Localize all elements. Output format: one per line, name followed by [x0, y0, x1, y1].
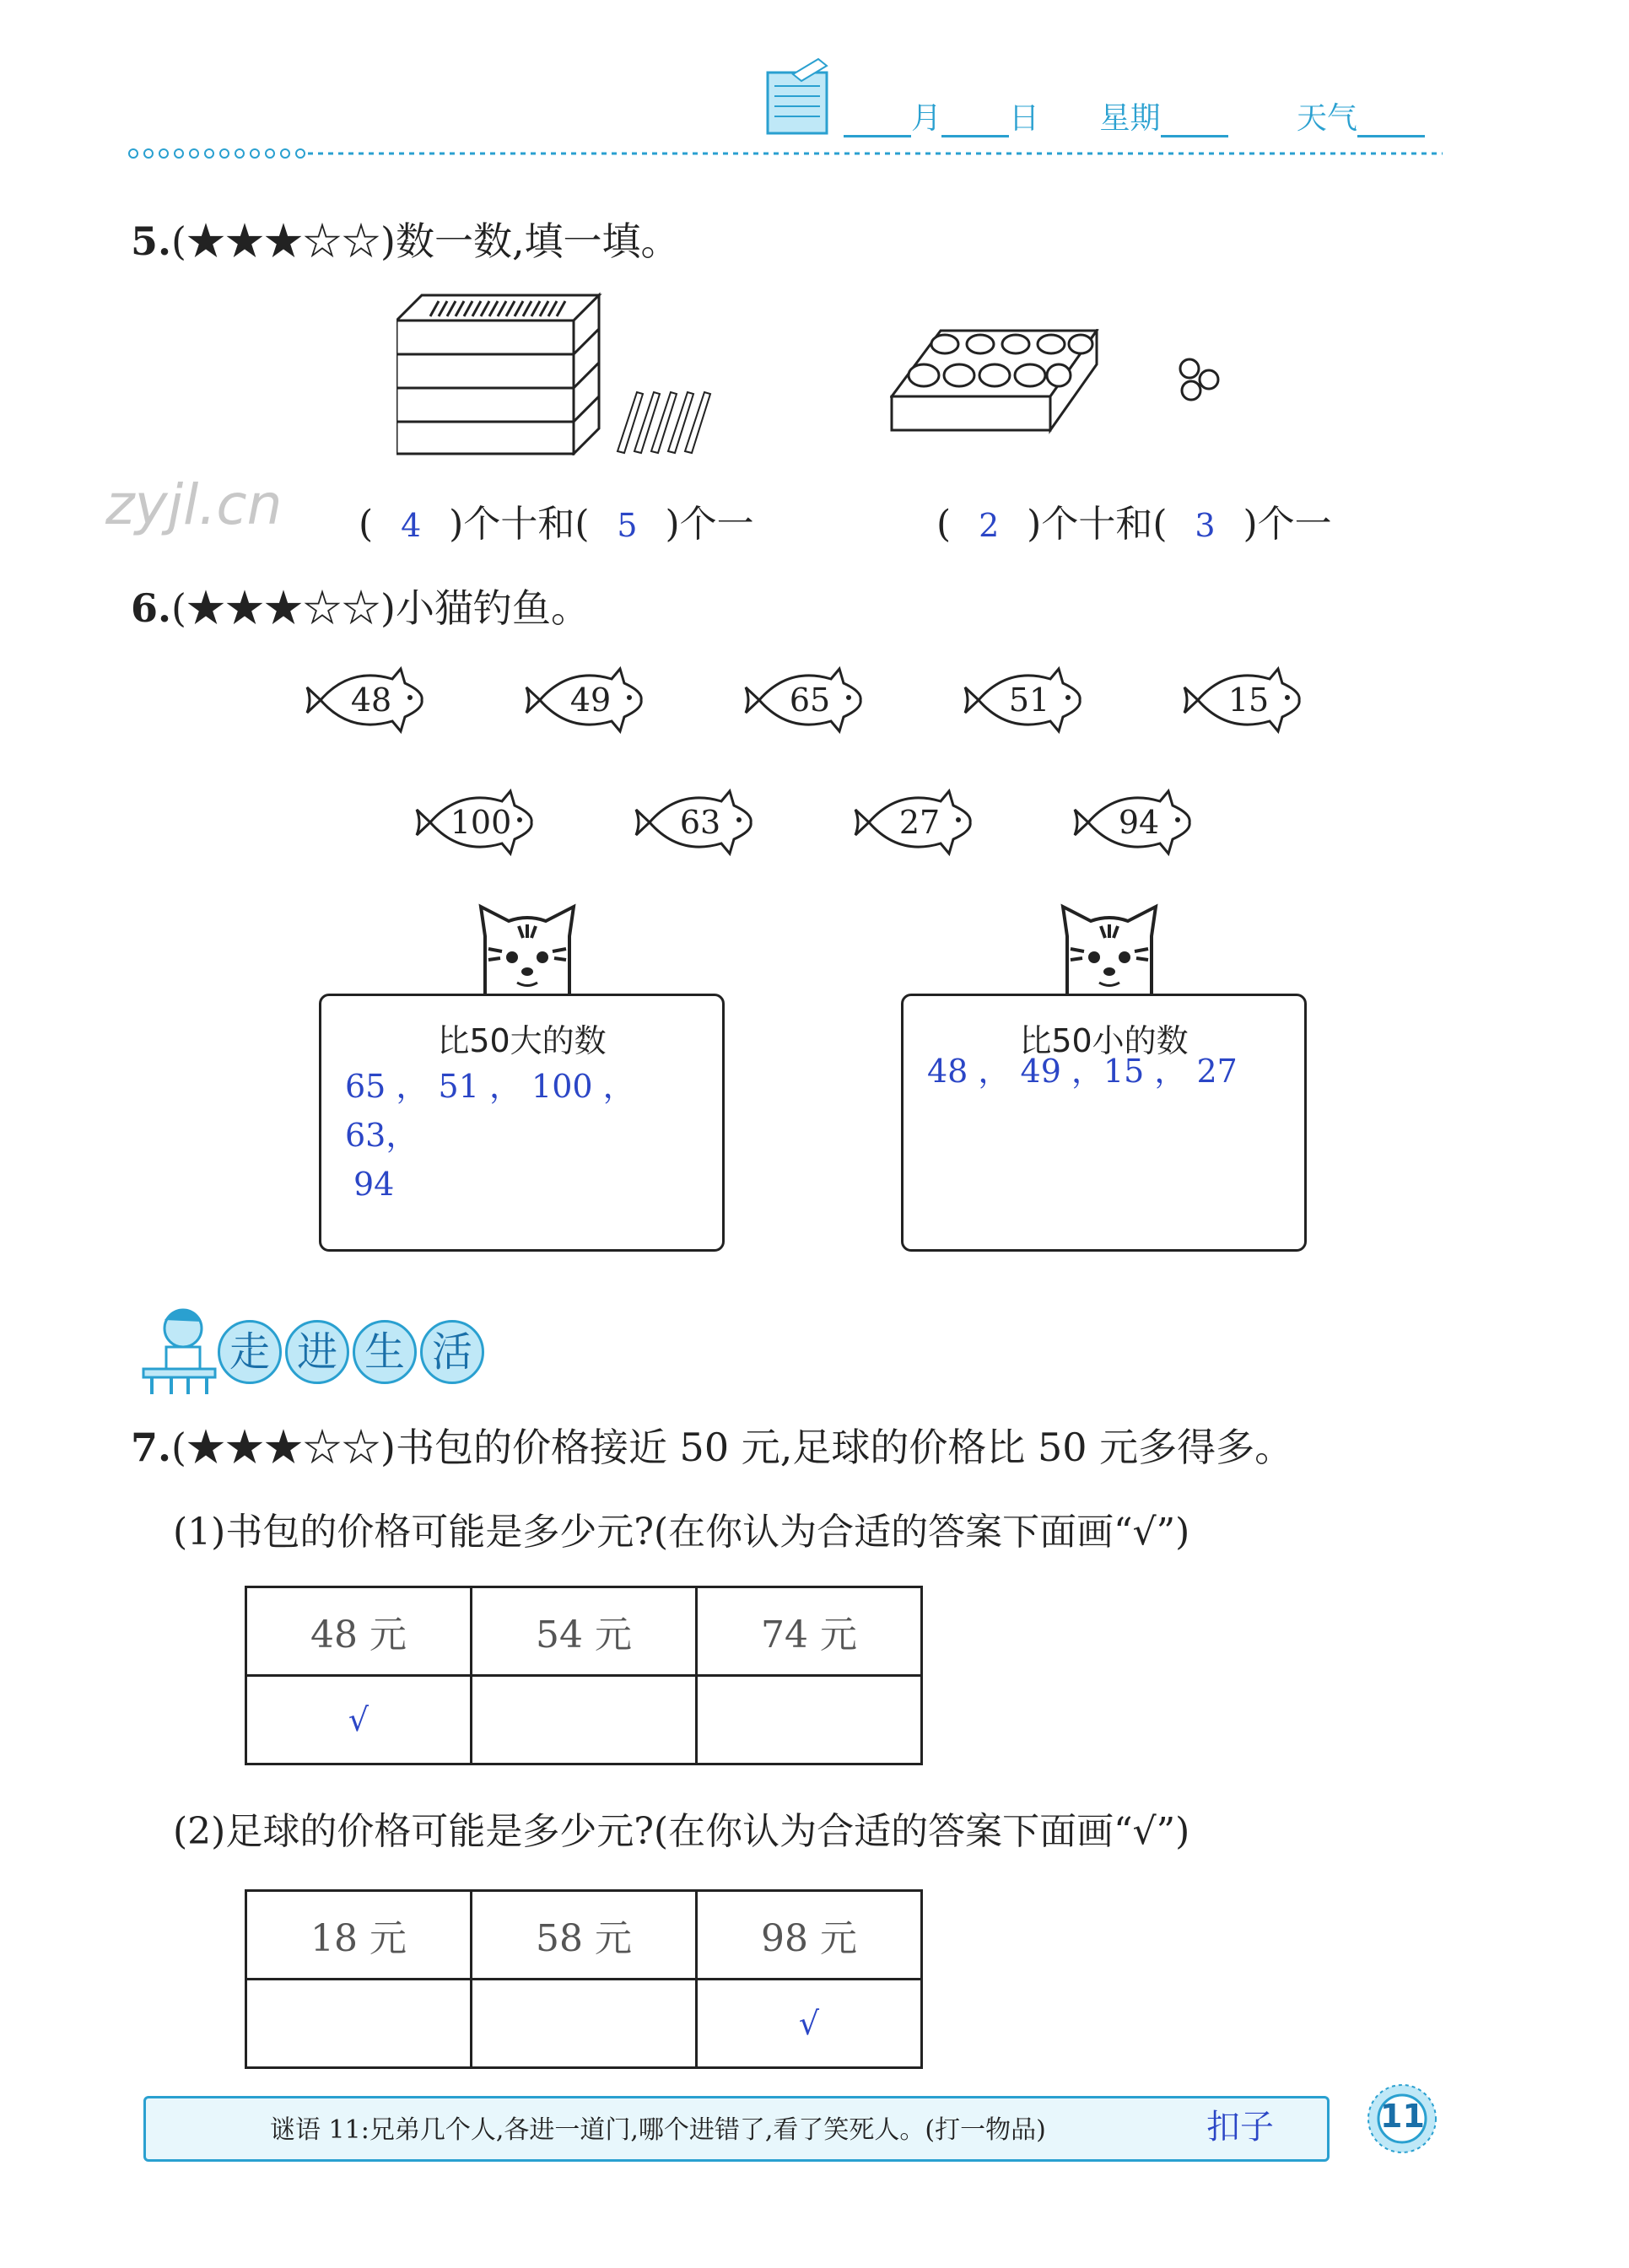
fish-icon[interactable]	[304, 662, 430, 738]
fish-icon[interactable]	[852, 784, 979, 860]
bag-price-table	[245, 1586, 923, 1765]
fish-number: 94	[1118, 804, 1160, 841]
box-title: 比50小的数	[1019, 1022, 1189, 1059]
price-option: 98 元	[697, 1891, 922, 1980]
cat-icon	[1059, 902, 1160, 999]
egg-tray-illustration	[890, 329, 1223, 451]
question-prompt: 小猫钓鱼。	[395, 585, 590, 631]
fish-icon[interactable]	[523, 662, 650, 738]
price-option: 54 元	[472, 1587, 697, 1676]
q5-answer-left: ( 4 )个十和( 5 )个一	[359, 503, 754, 546]
q7-sub1-prompt: (1)书包的价格可能是多少元?(在你认为合适的答案下面画“√”)	[173, 1511, 1190, 1554]
tens-answer[interactable]: 2	[979, 507, 1000, 544]
price-option: 18 元	[246, 1891, 472, 1980]
fish-icon[interactable]	[633, 784, 759, 860]
check-cell[interactable]	[472, 1980, 697, 2068]
check-cell[interactable]: √	[697, 1980, 922, 2068]
fish-number: 63	[679, 804, 721, 841]
fish-number: 49	[569, 681, 612, 719]
weekday-blank[interactable]	[1161, 106, 1228, 137]
football-price-table	[245, 1889, 923, 2069]
tens-answer[interactable]: 4	[401, 507, 422, 544]
check-cell[interactable]	[697, 1676, 922, 1764]
section-char: 活	[420, 1320, 484, 1384]
riddle-answer: 扣子	[1206, 2108, 1274, 2147]
box-title: 比50大的数	[437, 1022, 607, 1059]
header-dotted-divider	[127, 145, 1443, 162]
check-cell[interactable]: √	[246, 1676, 472, 1764]
riddle-text: 谜语 11:兄弟几个人,各进一道门,哪个进错了,看了笑死人。(打一物品)	[270, 2115, 1046, 2145]
question-6-heading	[131, 578, 590, 633]
fish-number: 15	[1227, 681, 1270, 719]
q7-sub2-prompt: (2)足球的价格可能是多少元?(在你认为合适的答案下面画“√”)	[173, 1810, 1190, 1853]
less-than-50-box	[901, 994, 1307, 1252]
fish-number: 65	[789, 681, 831, 719]
fish-icon[interactable]	[1181, 662, 1308, 738]
question-5-heading	[131, 211, 680, 267]
fish-number: 27	[898, 804, 941, 841]
difficulty-stars: (★★★☆☆)	[171, 585, 396, 631]
notepad-icon	[759, 57, 839, 137]
page-number: 11	[1380, 2098, 1425, 2135]
date-header	[844, 94, 1451, 137]
greater-than-50-box	[319, 994, 725, 1252]
difficulty-stars: (★★★☆☆)	[171, 218, 396, 264]
month-label: 月	[911, 101, 942, 136]
section-char: 进	[285, 1320, 349, 1384]
q5-answer-right: ( 2 )个十和( 3 )个一	[936, 503, 1332, 546]
box-answers[interactable]: 48 ， 49 ，15 ， 27	[927, 1053, 1238, 1090]
fish-number: 51	[1008, 681, 1050, 719]
fish-icon[interactable]	[1071, 784, 1198, 860]
question-number: 7.	[131, 1425, 172, 1470]
question-7-heading	[131, 1417, 1293, 1473]
day-label: 日	[1009, 101, 1040, 136]
weekday-label: 星期	[1099, 101, 1161, 136]
question-prompt: 书包的价格接近 50 元,足球的价格比 50 元多得多。	[395, 1425, 1294, 1470]
fish-icon[interactable]	[413, 784, 540, 860]
section-title-banner	[218, 1320, 484, 1387]
question-prompt: 数一数,填一填。	[395, 218, 680, 264]
fish-number: 48	[350, 681, 392, 719]
weather-label: 天气	[1296, 101, 1357, 136]
question-number: 6.	[131, 585, 172, 631]
cat-icon	[477, 902, 578, 999]
price-option: 48 元	[246, 1587, 472, 1676]
section-char: 生	[353, 1320, 417, 1384]
price-option: 58 元	[472, 1891, 697, 1980]
fish-icon[interactable]	[962, 662, 1088, 738]
girl-reading-icon	[139, 1303, 219, 1396]
watermark: zyjl.cn	[105, 472, 283, 537]
ones-answer[interactable]: 5	[617, 507, 638, 544]
ones-answer[interactable]: 3	[1195, 507, 1216, 544]
month-blank[interactable]	[844, 106, 911, 137]
fish-icon[interactable]	[742, 662, 869, 738]
question-number: 5.	[131, 218, 172, 264]
check-cell[interactable]	[246, 1980, 472, 2068]
difficulty-stars: (★★★☆☆)	[171, 1425, 396, 1470]
weather-blank[interactable]	[1357, 106, 1425, 137]
price-option: 74 元	[697, 1587, 922, 1676]
fish-number: 100	[450, 804, 512, 841]
box-answers[interactable]: 65 ， 51 ， 100 ，63， 94	[345, 1068, 635, 1203]
check-cell[interactable]	[472, 1676, 697, 1764]
pencil-boxes-illustration	[396, 291, 725, 455]
section-char: 走	[218, 1320, 282, 1384]
day-blank[interactable]	[941, 106, 1009, 137]
